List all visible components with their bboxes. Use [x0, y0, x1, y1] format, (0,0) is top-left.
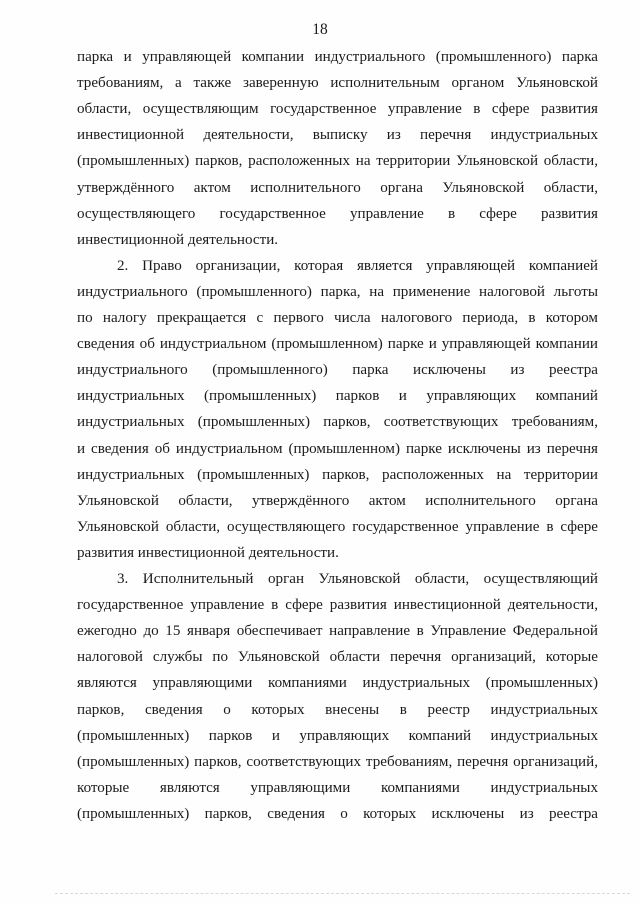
text-line: утверждённого актом исполнительного органа Ульяновской области, — [77, 179, 598, 196]
text-line: 3. Исполнительный орган Ульяновской области, осуществляющий — [117, 571, 598, 587]
text-line: Ульяновской области, осуществляющего государственное управление в сфере — [77, 518, 598, 535]
text-line: которые являются управляющими компаниями индустриальных — [77, 779, 598, 796]
page-number: 18 — [312, 21, 328, 38]
text-line: Ульяновской области, утверждённого актом исполнительного органа — [77, 492, 598, 509]
text-line: инвестиционной деятельности, выписку из перечня индустриальных — [77, 127, 598, 144]
text-line: ежегодно до 15 января обеспечивает направление в Управление Федеральной — [77, 623, 598, 640]
text-line: налоговой службы по Ульяновской области перечня организаций, которые — [77, 649, 598, 666]
text-line: развития инвестиционной деятельности. — [77, 544, 339, 561]
text-line: индустриальных (промышленных) парков, расположенных на территории — [77, 466, 598, 483]
text-line: и сведения об индустриальном (промышленном) парке исключены из перечня — [77, 440, 598, 457]
text-line: парка и управляющей компании индустриального (промышленного) парка — [77, 49, 598, 65]
text-line: по налогу прекращается с первого числа налогового периода, в котором — [77, 310, 598, 326]
text-line: индустриального (промышленного) парка, на применение налоговой льготы — [77, 283, 598, 300]
text-line: индустриальных (промышленных) парков и управляющих компаний — [77, 388, 598, 405]
text-line: индустриальных (промышленных) парков, соответствующих требованиям, — [77, 414, 598, 431]
text-line: индустриального (промышленного) парка исключены из реестра — [77, 362, 598, 379]
text-line: парков, сведения о которых внесены в реестр индустриальных — [77, 701, 598, 718]
text-line: (промышленных) парков, соответствующих требованиям, перечня организаций, — [77, 753, 598, 770]
text-line: (промышленных) парков, расположенных на территории Ульяновской области, — [77, 153, 598, 170]
text-line: сведения об индустриальном (промышленном) парке и управляющей компании — [77, 336, 598, 353]
text-line: являются управляющими компаниями индустриальных (промышленных) — [77, 675, 598, 692]
text-line: инвестиционной деятельности. — [77, 231, 279, 248]
text-line: области, осуществляющим государственное управление в сфере развития — [77, 101, 598, 118]
text-line: государственное управление в сфере развития инвестиционной деятельности, — [77, 597, 598, 614]
text-line: (промышленных) парков и управляющих компаний индустриальных — [77, 727, 598, 744]
text-line: осуществляющего государственное управление в сфере развития — [77, 205, 598, 222]
text-line: требованиям, а также заверенную исполнительным органом Ульяновской — [77, 75, 598, 92]
text-line: (промышленных) парков, сведения о которых исключены из реестра — [77, 805, 598, 822]
text-line: 2. Право организации, которая является управляющей компанией — [117, 257, 598, 274]
scan-edge-marks — [55, 893, 630, 898]
